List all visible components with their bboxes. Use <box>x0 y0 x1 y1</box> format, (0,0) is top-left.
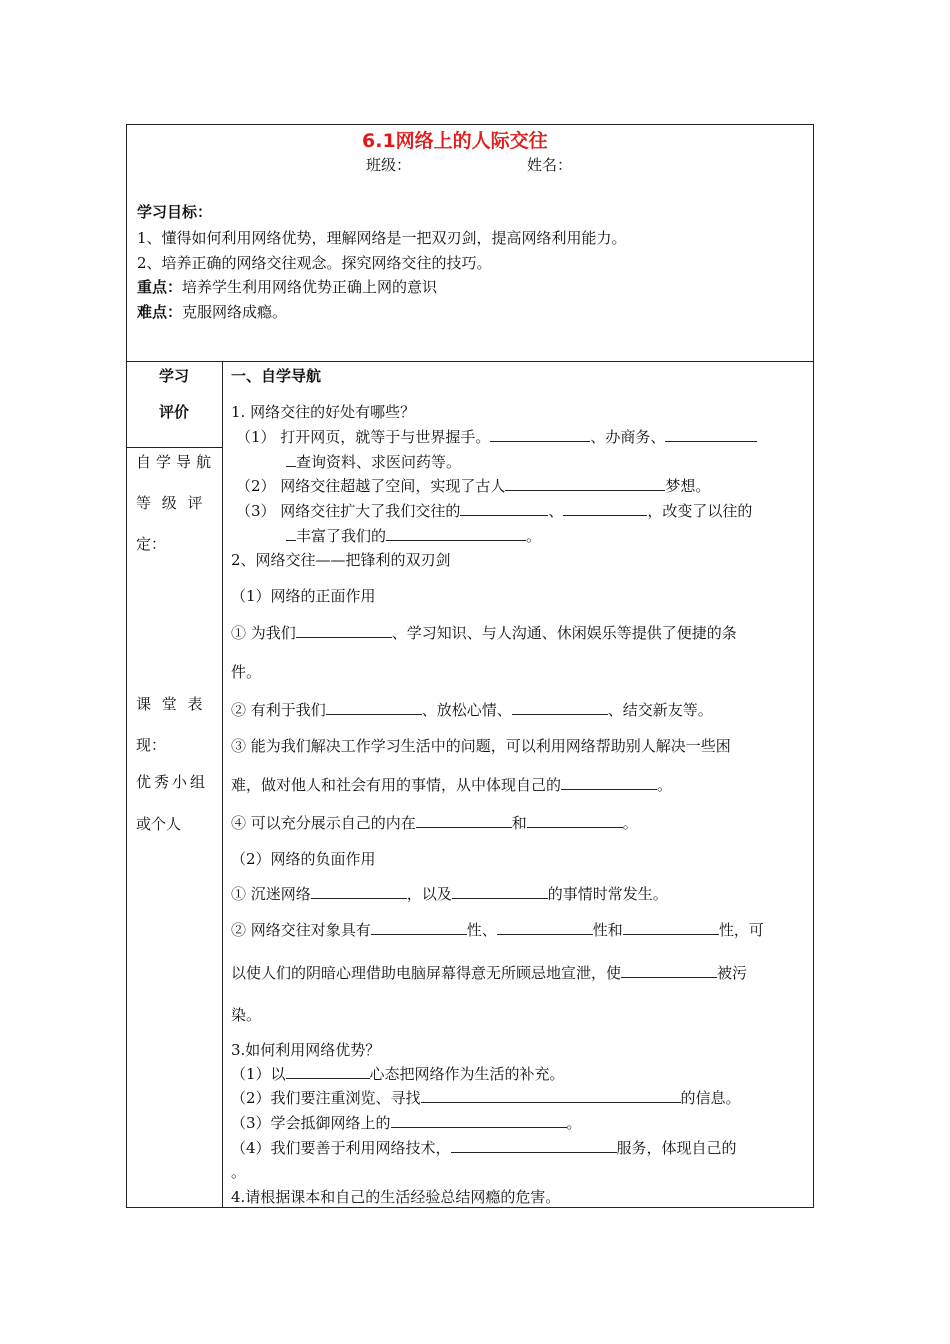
q3-item-4 <box>231 1138 737 1158</box>
fill-blank[interactable] <box>623 920 719 935</box>
fill-blank[interactable] <box>421 1088 681 1103</box>
q1-item-2-text-b: 梦想。 <box>665 477 711 495</box>
page-title: 6.1网络上的人际交往 <box>362 130 548 152</box>
sidebar-perf-line-3: 优秀小组 <box>136 773 209 791</box>
sidebar-head-2: 评价 <box>159 403 190 421</box>
q1-item-1-cont <box>286 452 461 472</box>
negative-2-end: 染。 <box>231 1006 262 1024</box>
q3-item-3-text: （3）学会抵御网络上的 <box>231 1114 391 1132</box>
fill-blank[interactable] <box>460 501 548 516</box>
fill-blank[interactable] <box>561 775 657 790</box>
header-divider <box>127 361 813 362</box>
q1-item-1-text: （1） 打开网页，就等于与世界握手。 <box>236 428 491 446</box>
fill-blank[interactable] <box>311 884 407 899</box>
q3-item-1 <box>231 1064 565 1084</box>
negative-2-text-d: 性，可 <box>718 921 764 939</box>
negative-1-text-b: ，以及 <box>406 885 452 903</box>
q1-item-3-text-e: 。 <box>526 527 542 545</box>
fill-blank[interactable] <box>505 476 665 491</box>
positive-4-text: ④ 可以充分展示自己的内在 <box>231 814 416 832</box>
question-2: 2、网络交往——把锋利的双刃剑 <box>231 551 451 569</box>
positive-2-text-c: 、结交新友等。 <box>607 701 713 719</box>
column-divider <box>222 361 223 1207</box>
q1-item-3-text-b: 、 <box>548 502 564 520</box>
question-4: 4.请根据课本和自己的生活经验总结网瘾的危害。 <box>231 1188 561 1206</box>
q3-item-1-text-b: 心态把网络作为生活的补充。 <box>369 1065 565 1083</box>
q3-item-3-text-b: 。 <box>566 1114 582 1132</box>
sidebar-perf-line-2: 现： <box>136 736 167 754</box>
positive-1-cont: 件。 <box>231 663 262 681</box>
fill-blank[interactable] <box>563 501 647 516</box>
positive-1-text-b: 、学习知识、与人沟通、休闲娱乐等提供了便捷的条 <box>391 624 737 642</box>
fill-blank[interactable] <box>527 813 623 828</box>
q3-item-2-text: （2）我们要注重浏览、寻找 <box>231 1089 421 1107</box>
sidebar-nav-line-1: 自学导航 <box>136 453 217 471</box>
q1-item-3-text: （3） 网络交往扩大了我们交往的 <box>236 502 461 520</box>
q3-item-4-text-b: 服务，体现自己的 <box>616 1139 737 1157</box>
positive-3: ③ 能为我们解决工作学习生活中的问题，可以利用网络帮助别人解决一些困 <box>231 737 731 755</box>
positive-4-text-c: 。 <box>622 814 638 832</box>
section-1-heading: 一、自学导航 <box>231 367 322 385</box>
q2-part-1: （1）网络的正面作用 <box>231 587 376 605</box>
negative-2-cont <box>231 963 747 983</box>
q1-item-2 <box>236 476 710 496</box>
fill-blank[interactable] <box>512 700 608 715</box>
q3-item-2-text-b: 的信息。 <box>680 1089 741 1107</box>
q3-item-1-text: （1）以 <box>231 1065 286 1083</box>
objective-1: 1、懂得如何利用网络优势，理解网络是一把双刃剑，提高网络利用能力。 <box>137 229 627 247</box>
q1-item-1-text-b: 、办商务、 <box>590 428 666 446</box>
fill-blank[interactable] <box>371 920 467 935</box>
negative-2-text-e: 以使人们的阴暗心理借助电脑屏幕得意无所顾忌地宣泄，使 <box>231 964 622 982</box>
sidebar-perf-line-4: 或个人 <box>136 815 182 833</box>
sidebar-nav-line-3: 定： <box>136 535 167 553</box>
q1-item-1-text-c: 查询资料、求医问药等。 <box>296 453 462 471</box>
positive-2-text-b: 、放松心情、 <box>421 701 512 719</box>
fill-blank[interactable] <box>451 1138 617 1153</box>
q2-part-2: （2）网络的负面作用 <box>231 850 376 868</box>
positive-3-cont <box>231 775 672 795</box>
fill-blank[interactable] <box>621 963 717 978</box>
q1-item-1 <box>236 427 757 447</box>
negative-1-text: ① 沉迷网络 <box>231 885 311 903</box>
q1-item-3 <box>236 501 752 521</box>
q1-item-3-text-d: 丰富了我们的 <box>296 527 387 545</box>
negative-1 <box>231 884 668 904</box>
fill-blank[interactable] <box>391 1113 567 1128</box>
negative-2-text: ② 网络交往对象具有 <box>231 921 371 939</box>
negative-2-text-f: 被污 <box>717 964 748 982</box>
difficult-point-label: 难点： <box>137 303 183 321</box>
positive-1 <box>231 623 737 643</box>
q3-item-4-end: 。 <box>231 1163 247 1181</box>
sidebar-perf-line-1: 课 堂 表 <box>136 695 206 713</box>
objectives-heading: 学习目标： <box>137 203 213 221</box>
q1-item-3-cont <box>286 526 541 546</box>
q3-item-2 <box>231 1088 741 1108</box>
positive-3-text-c: 。 <box>657 776 673 794</box>
difficult-point <box>137 302 287 322</box>
fill-blank[interactable] <box>326 700 422 715</box>
fill-blank[interactable] <box>490 427 590 442</box>
fill-blank[interactable] <box>452 884 548 899</box>
fill-blank[interactable] <box>386 526 526 541</box>
q3-item-3 <box>231 1113 582 1133</box>
fill-blank[interactable] <box>286 1064 370 1079</box>
sidebar-divider <box>127 447 222 448</box>
name-label: 姓名： <box>527 156 573 174</box>
key-point <box>137 277 437 297</box>
positive-2-text: ② 有利于我们 <box>231 701 326 719</box>
difficult-point-text: 克服网络成瘾。 <box>182 303 288 321</box>
q3-item-4-text: （4）我们要善于利用网络技术， <box>231 1139 451 1157</box>
sidebar-nav-line-2: 等 级 评 <box>136 494 206 512</box>
fill-blank[interactable] <box>665 427 757 442</box>
positive-4-text-b: 和 <box>511 814 527 832</box>
fill-blank[interactable] <box>286 526 296 541</box>
class-label: 班级： <box>366 156 412 174</box>
negative-1-text-c: 的事情时常发生。 <box>547 885 668 903</box>
sidebar-head-1: 学习 <box>159 367 190 385</box>
question-1: 1. 网络交往的好处有哪些？ <box>231 403 416 421</box>
key-point-label: 重点： <box>137 278 183 296</box>
fill-blank[interactable] <box>286 452 296 467</box>
objective-2: 2、培养正确的网络交往观念。探究网络交往的技巧。 <box>137 254 492 272</box>
positive-1-text: ① 为我们 <box>231 624 296 642</box>
fill-blank[interactable] <box>497 920 593 935</box>
negative-2-text-c: 性和 <box>592 921 623 939</box>
positive-2 <box>231 700 713 720</box>
q1-item-3-text-c: ，改变了以往的 <box>647 502 753 520</box>
question-3: 3.如何利用网络优势？ <box>231 1041 381 1059</box>
positive-3-text-b: 难，做对他人和社会有用的事情，从中体现自己的 <box>231 776 562 794</box>
negative-2-text-b: 性、 <box>466 921 497 939</box>
fill-blank[interactable] <box>416 813 512 828</box>
key-point-text: 培养学生利用网络优势正确上网的意识 <box>182 278 438 296</box>
negative-2 <box>231 920 764 940</box>
fill-blank[interactable] <box>296 623 392 638</box>
q1-item-2-text: （2） 网络交往超越了空间，实现了古人 <box>236 477 506 495</box>
positive-4 <box>231 813 638 833</box>
